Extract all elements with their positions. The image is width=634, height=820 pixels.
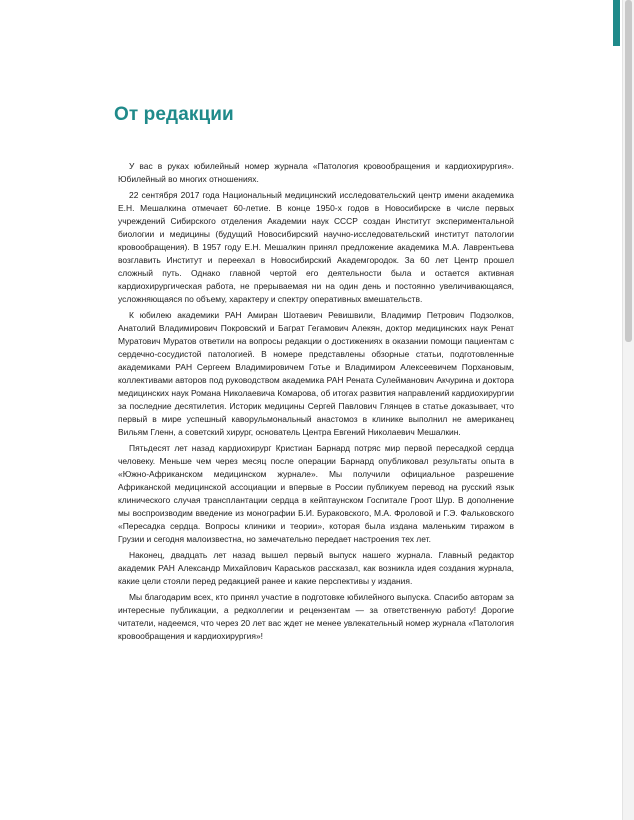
paragraph-anniversary: 22 сентября 2017 года Национальный медицинский исследовательский центр имени академика Е.Н. Мешалкина отмечает 60-летие. В конце 1950-х годов в Новосибирске в числе первых учреждений Сибирского отделения Академии наук СССР создан Институт экспериментальной биологии и медицины (будущий Новосибирский научно-исследовательский институт патологии кровообращения). В 1957 году Е.Н. Мешалкин принял предложение академика М.А. Лаврентьева возглавить Институт и переехал в Новосибирский Академгородок. За 60 лет Центр прошел сложный путь. Однако главной чертой его деятельности была и остается активная кардиохирургическая работа, не прерываемая ни на один день и постоянно увеличивающаяся, усложняющаяся по объему, характеру и спектру оперативных вмешательств. <box>118 190 514 304</box>
editorial-body <box>118 160 514 646</box>
scrollbar-thumb[interactable] <box>625 0 632 342</box>
paragraph-intro: У вас в руках юбилейный номер журнала «Патология кровообращения и кардиохирургия». Юбилейный во многих отношениях. <box>118 161 514 184</box>
paragraph-journal-history: Наконец, двадцать лет назад вышел первый выпуск нашего журнала. Главный редактор академик РАН Александр Михайлович Караськов рассказал, как возникла идея создания журнала, какие цели стояли перед редакцией ранее и какие перспективы у издания. <box>118 550 514 586</box>
paragraph-contents: К юбилею академики РАН Амиран Шотаевич Ревишвили, Владимир Петрович Подзолков, Анатолий Владимирович Покровский и Баграт Гегамович Алекян, доктор медицинских наук Ренат Муратович Муратов ответили на вопросы редакции о достижениях в оказании помощи пациентам с сердечно-сосудистой патологией. В номере представлены обзорные статьи, подготовленные академиками РАН Сергеем Владимировичем Готье и Владимиром Алексеевичем Порхановым, коллективами авторов под руководством академика РАН Рената Сулейманович Акчурина и доктора медицинских наук Романа Николаевича Комарова, об итогах развития направлений кардиохирургии за последние десятилетия. Историк медицины Сергей Павлович Глянцев в статье доказывает, что первый в мире успешный каворульмональный анастомоз в клинике выполнил не американец Вильям Гленн, а советский хирург, основатель Центра Евгений Николаевич Мешалкин. <box>118 310 514 437</box>
paragraph-barnard: Пятьдесят лет назад кардиохирург Кристиан Барнард потряс мир первой пересадкой сердца человеку. Меньше чем через месяц после операции Барнард опубликовал результаты опыта в «Южно-Африканском медицинском журнале». Мы получили официальное разрешение Африканской медицинской ассоциации и впервые в России публикуем перевод на русский язык клинического случая трансплантации сердца в кейптаунском Госпитале Гроот Шур. В дополнение мы воспроизводим введение из монографии Б.И. Бураковского, М.А. Фроловой и Г.Э. Фальковского «Пересадка сердца. Вопросы клиники и теории», которая была издана маленьким тиражом в Грузии и сегодня малоизвестна, но замечательно передает настроения тех лет. <box>118 443 514 544</box>
paragraph-thanks: Мы благодарим всех, кто принял участие в подготовке юбилейного выпуска. Спасибо авторам за интересные публикации, а редколлегии и рецензентам — за ответственную работу! Дорогие читатели, надеемся, что через 20 лет вас ждет не менее увлекательный номер журнала «Патология кровообращения и кардиохирургия»! <box>118 592 514 641</box>
vertical-scrollbar[interactable] <box>622 0 634 820</box>
corner-accent-bar <box>613 0 620 46</box>
page-title: От редакции <box>114 104 234 125</box>
